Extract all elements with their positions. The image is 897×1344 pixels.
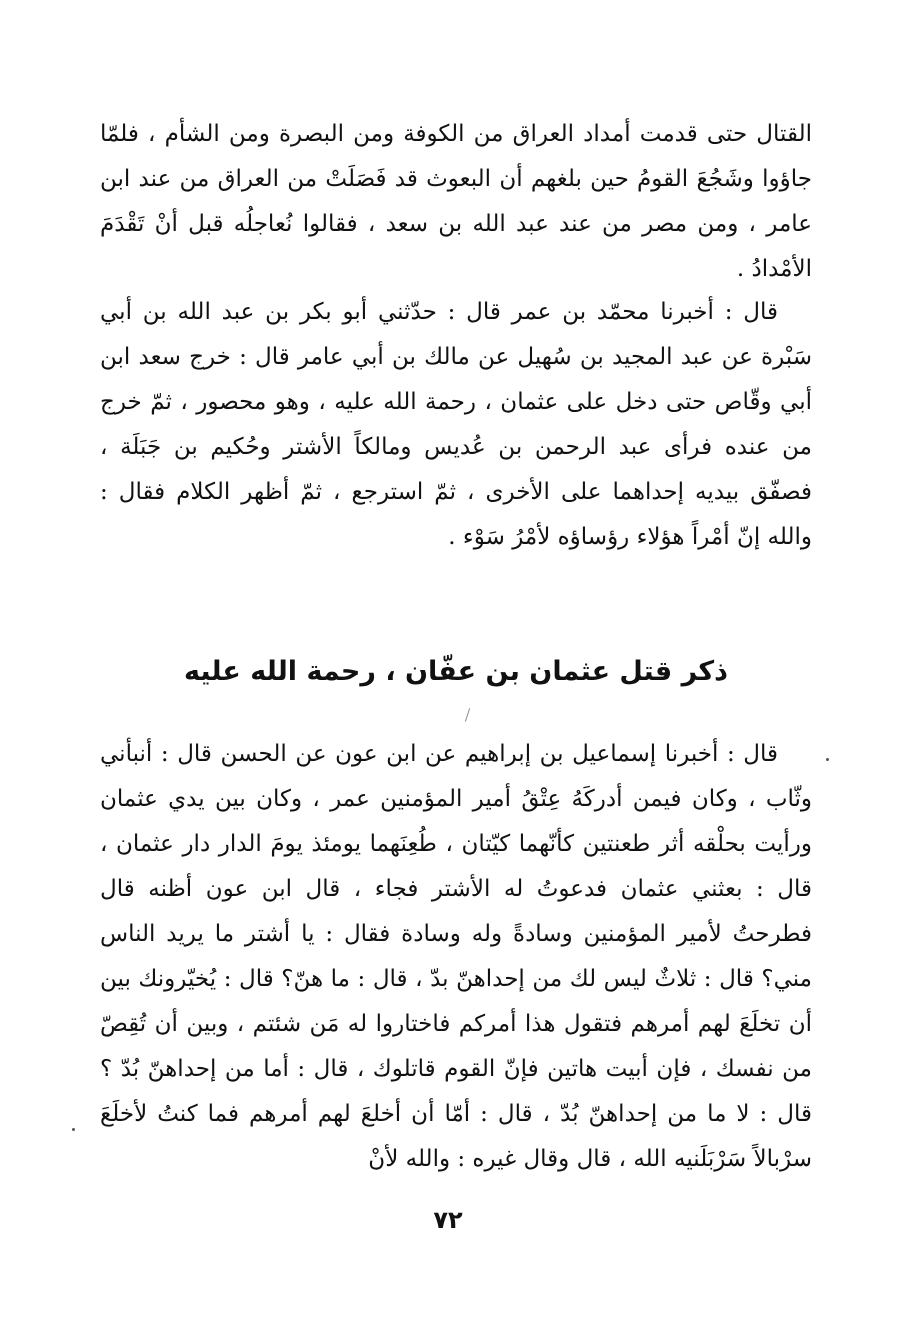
paragraph-3: قال : أخبرنا إسماعيل بن إبراهيم عن ابن عون عن الحسن قال : أنبأني وثّاب ، وكان فيمن أدركَهُ عِتْقُ أمير المؤمنين عمر ، وكان بين يدي عثمان ورأيت بحلْقه أثر طعنتين كأنّهما كيّتان ، طُعِنَهما يومئذ يومَ الدار دار عثمان ، قال : بعثني عثمان فدعوتُ له الأشتر فجاء ، قال ابن عون أظنه قال فطرحتُ لأمير المؤمنين وسادةً وله وسادة فقال : يا أشتر ما يريد الناس مني؟ قال : ثلاثٌ ليس لك من إحداهنّ بدّ ، قال : ما هنّ؟ قال : يُخيّرونك بين أن تخلَعَ لهم أمرهم فتقول هذا أمركم فاختاروا له مَن شئتم ، وبين أن تُقِصّ من نفسك ، فإن أبيت هاتين فإنّ القوم قاتلوك ، قال : أما من إحداهنّ بُدّ ؟ قال : لا ما من إحداهنّ بُدّ ، قال : أمّا أن أخلعَ لهم أمرهم فما كنتُ لأخلَعَ سرْبالاً سَرْبَلَنيه الله ، قال وقال غيره : والله لأنْ — [100, 741, 812, 1172]
paragraph-block-2 — [100, 290, 812, 560]
paragraph-block-3 — [100, 732, 812, 1182]
paragraph-2: قال : أخبرنا محمّد بن عمر قال : حدّثني أبو بكر بن عبد الله بن أبي سَبْرة عن عبد المجيد بن سُهيل عن مالك بن أبي عامر قال : خرج سعد ابن أبي وقّاص حتى دخل على عثمان ، رحمة الله عليه ، وهو محصور ، ثمّ خرج من عنده فرأى عبد الرحمن بن عُديس ومالكاً الأشتر وحُكيم بن جَبَلَة ، فصفّق بيديه إحداهما على الأخرى ، ثمّ استرجع ، ثمّ أظهر الكلام فقال : والله إنّ أمْراً هؤلاء رؤساؤه لأمْرُ سَوْء . — [100, 299, 812, 550]
scan-speck — [465, 708, 470, 722]
scan-dot — [826, 758, 829, 761]
scan-dot — [72, 1128, 75, 1131]
section-heading: ذكر قتل عثمان بن عفّان ، رحمة الله عليه — [184, 656, 728, 687]
paragraph-1: القتال حتى قدمت أمداد العراق من الكوفة ومن البصرة ومن الشأم ، فلمّا جاؤوا وشَجُعَ القومُ حين بلغهم أن البعوث قد فَصَلَتْ من العراق من عند ابن عامر ، ومن مصر من عند عبد الله بن سعد ، فقالوا نُعاجلُه قبل أنْ تَقْدَمَ الأمْدادُ . — [100, 121, 812, 282]
paragraph-block-1 — [100, 112, 812, 292]
page-number: ٧٢ — [433, 1206, 463, 1234]
